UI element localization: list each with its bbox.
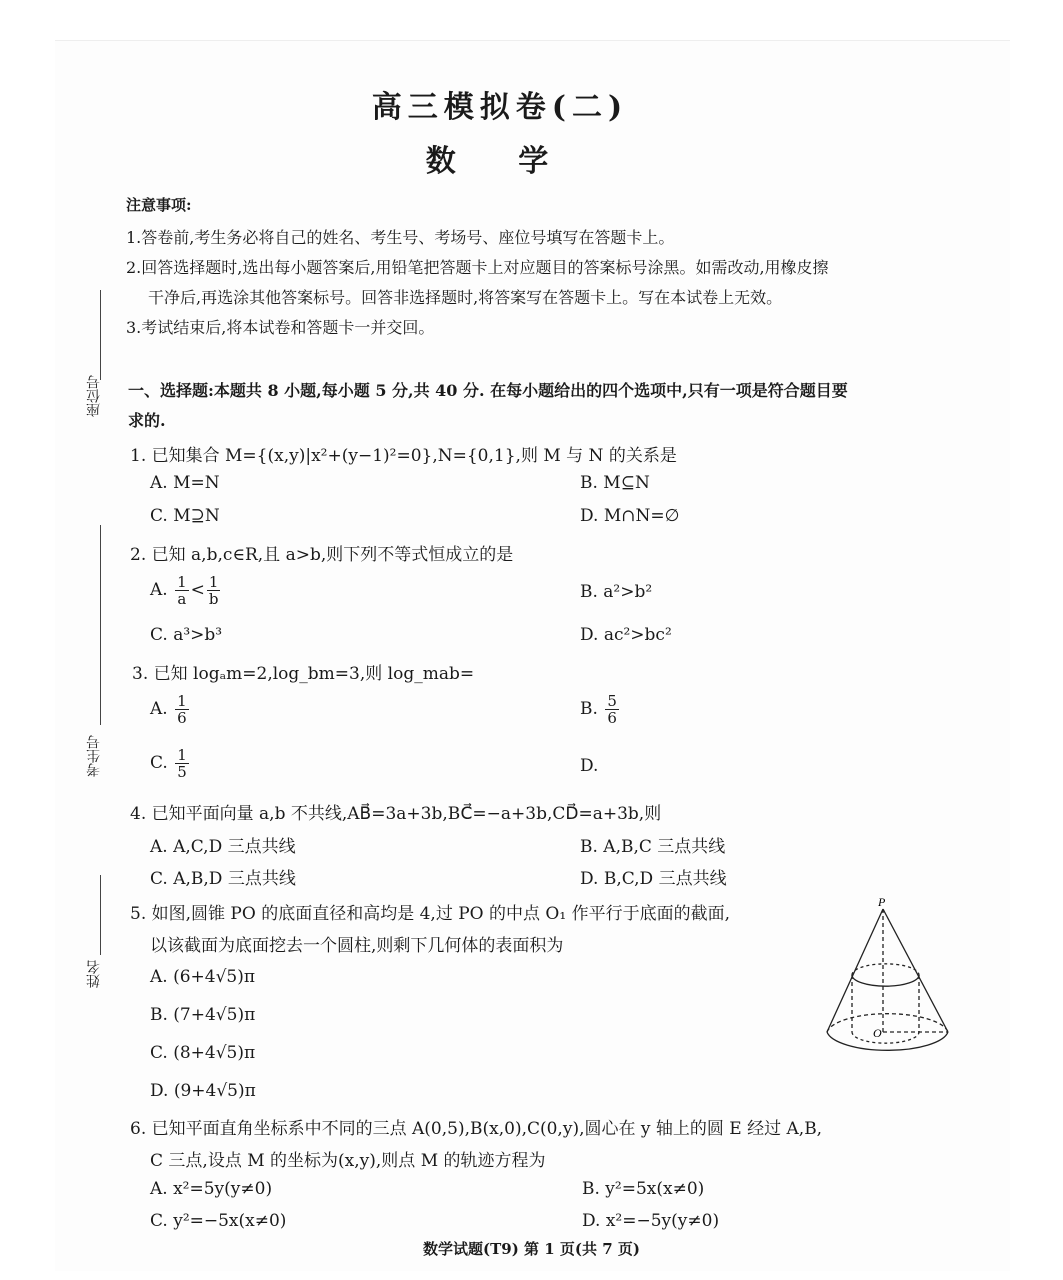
q5-option-a: A. (6+4√5)π <box>150 967 256 987</box>
q2-option-c: C. a³>b³ <box>150 625 223 645</box>
notice-item-2: 2.回答选择题时,选出每小题答案后,用铅笔把答题卡上对应题目的答案标号涂黑。如需改动,用橡皮擦 <box>126 258 829 277</box>
notice-item-1: 1.答卷前,考生务必将自己的姓名、考生号、考场号、座位号填写在答题卡上。 <box>126 228 675 247</box>
q1-option-a: A. M=N <box>150 473 220 493</box>
q3-option-b: B. $\frac{5}{6}$ <box>580 692 617 727</box>
q5-option-d: D. (9+4√5)π <box>150 1081 256 1101</box>
q2-option-d: D. ac²>bc² <box>580 625 672 645</box>
label-p: P <box>878 895 886 909</box>
section-header: 一、选择题:本题共 8 小题,每小题 5 分,共 40 分. 在每小题给出的四个选项中,只有一项是符合题目要 <box>128 381 848 400</box>
q6-stem-line2: C 三点,设点 M 的坐标为(x,y),则点 M 的轨迹方程为 <box>150 1151 546 1171</box>
q1-stem: 1. 已知集合 M={(x,y)|x²+(y−1)²=0},N={0,1},则 M 与 N 的关系是 <box>130 446 677 466</box>
cylinder-base <box>852 1032 919 1043</box>
q6-option-b: B. y²=5x(x≠0) <box>582 1179 705 1199</box>
cone-base-back <box>827 1014 948 1032</box>
q6-option-a: A. x²=5y(y≠0) <box>150 1179 273 1199</box>
q6-stem-line1: 6. 已知平面直角坐标系中不同的三点 A(0,5),B(x,0),C(0,y),圆心在 y 轴上的圆 E 经过 A,B, <box>130 1119 823 1139</box>
exam-title: 高三模拟卷(二) <box>371 90 629 125</box>
name-label: 姓名 <box>86 960 102 988</box>
notice-heading: 注意事项: <box>126 196 192 214</box>
name-line <box>100 875 101 955</box>
section-header-cont: 求的. <box>128 411 166 430</box>
notice-item-3: 3.考试结束后,将本试卷和答题卡一并交回。 <box>126 318 435 337</box>
q2-option-a: A. $\frac{1}{a}$ < $\frac{1}{b}$ <box>150 573 219 608</box>
notice-item-2-cont: 干净后,再选涂其他答案标号。回答非选择题时,将答案写在答题卡上。写在本试卷上无效。 <box>148 288 783 307</box>
q3-option-c: C. $\frac{1}{5}$ <box>150 746 187 781</box>
q2-option-b: B. a²>b² <box>580 582 653 602</box>
exam-no-label: 考生号 <box>86 735 102 777</box>
page-footer: 数学试题(T9) 第 1 页(共 7 页) <box>423 1240 640 1258</box>
subject-title: 数 学 <box>425 144 575 179</box>
q4-option-d: D. B,C,D 三点共线 <box>580 869 727 889</box>
q5-option-c: C. (8+4√5)π <box>150 1043 256 1063</box>
label-o: O <box>873 1026 882 1040</box>
q6-option-c: C. y²=−5x(x≠0) <box>150 1211 287 1231</box>
q1-option-c: C. M⊇N <box>150 506 220 526</box>
seat-label: 座位号 <box>86 375 102 417</box>
cone-base-front <box>827 1032 948 1050</box>
q1-option-d: D. M∩N=∅ <box>580 506 680 526</box>
q3-option-a: A. $\frac{1}{6}$ <box>150 692 187 727</box>
section-back <box>852 964 919 975</box>
q4-option-b: B. A,B,C 三点共线 <box>580 837 726 857</box>
q3-stem: 3. 已知 logₐm=2,log_bm=3,则 log_mab= <box>132 664 475 684</box>
q5-option-b: B. (7+4√5)π <box>150 1005 256 1025</box>
q5-stem-line1: 5. 如图,圆锥 PO 的底面直径和高均是 4,过 PO 的中点 O₁ 作平行于底面的截面, <box>130 904 730 924</box>
q2-stem: 2. 已知 a,b,c∈R,且 a>b,则下列不等式恒成立的是 <box>130 545 514 565</box>
seat-line <box>100 290 101 380</box>
section-front <box>852 975 919 986</box>
q6-option-d: D. x²=−5y(y≠0) <box>582 1211 720 1231</box>
cone-figure <box>815 895 965 1070</box>
q4-option-c: C. A,B,D 三点共线 <box>150 869 296 889</box>
q4-stem: 4. 已知平面向量 a,b 不共线,AB⃗=3a+3b,BC⃗=−a+3b,CD⃗=a+3b,则 <box>130 804 662 824</box>
q5-stem-line2: 以该截面为底面挖去一个圆柱,则剩下几何体的表面积为 <box>150 936 564 956</box>
q1-option-b: B. M⊆N <box>580 473 650 493</box>
q3-option-d: D. <box>580 756 599 776</box>
exam-no-line <box>100 525 101 725</box>
q4-option-a: A. A,C,D 三点共线 <box>150 837 296 857</box>
